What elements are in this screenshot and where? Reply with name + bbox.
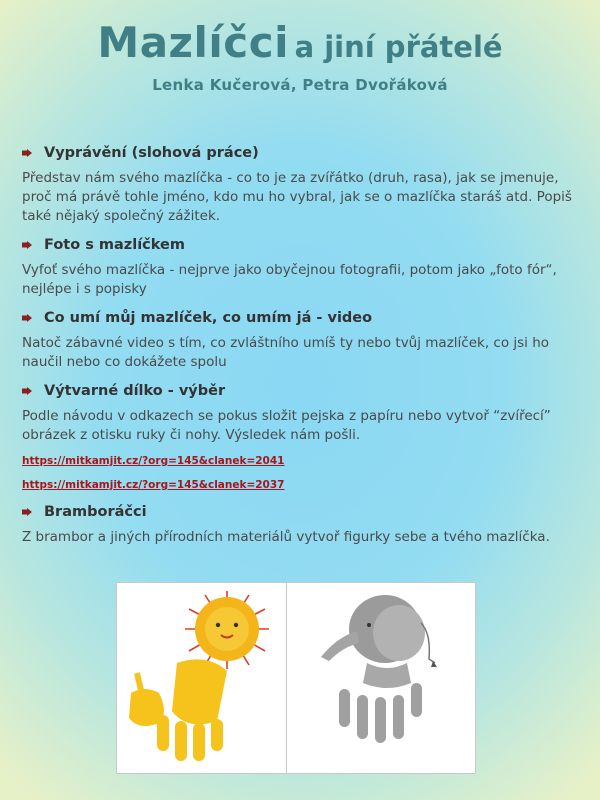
link-2041[interactable]: https://mitkamjit.cz/?org=145&clanek=2041 xyxy=(22,455,285,467)
authors: Lenka Kučerová, Petra Dvořáková xyxy=(152,76,448,94)
arrow-bullet-icon xyxy=(22,314,32,322)
section-text: Natoč zábavné video s tím, co zvláštního umíš ty nebo tvůj mazlíček, co jsi ho naučil nebo co dokážete spolu xyxy=(22,335,550,370)
section-text: Vyfoť svého mazlíčka - nejprve jako obyčejnou fotografii, potom jako „foto fór“, nejlépe i s popisky xyxy=(22,262,557,297)
section-text: Z brambor a jiných přírodních materiálů vytvoř figurky sebe a tvého mazlíčka. xyxy=(22,529,550,545)
title-main: Mazlíčci xyxy=(97,18,289,67)
section-text: Podle návodu v odkazech se pokus složit pejska z papíru nebo vytvoř “zvířecí” obrázek z otisku ruky či nohy. Výsledek nám pošli. xyxy=(22,408,551,443)
link-2037[interactable]: https://mitkamjit.cz/?org=145&clanek=2037 xyxy=(22,479,285,491)
title-rest: a jiní přátelé xyxy=(294,30,503,64)
section-heading: Foto s mazlíčkem xyxy=(22,234,582,256)
arrow-bullet-icon xyxy=(22,241,32,249)
section-heading: Bramboráčci xyxy=(22,501,582,523)
section-text: Představ nám svého mazlíčka - co to je za zvířátko (druh, rasa), jak se jmenuje, proč má právě tohle jméno, kdo mu ho vybral, jak se o mazlíčka staráš atd. Popiš také nějaký společný zážitek. xyxy=(22,170,572,224)
page-title xyxy=(0,18,600,67)
content xyxy=(22,142,582,555)
arrow-bullet-icon xyxy=(22,387,32,395)
handprint-lion-image xyxy=(116,582,306,774)
section-heading: Vyprávění (slohová práce) xyxy=(22,142,582,164)
section-heading: Výtvarné dílko - výběr xyxy=(22,380,582,402)
arrow-bullet-icon xyxy=(22,149,32,157)
arrow-bullet-icon xyxy=(22,508,32,516)
section-heading: Co umí můj mazlíček, co umím já - video xyxy=(22,307,582,329)
handprint-elephant-image xyxy=(286,582,476,774)
